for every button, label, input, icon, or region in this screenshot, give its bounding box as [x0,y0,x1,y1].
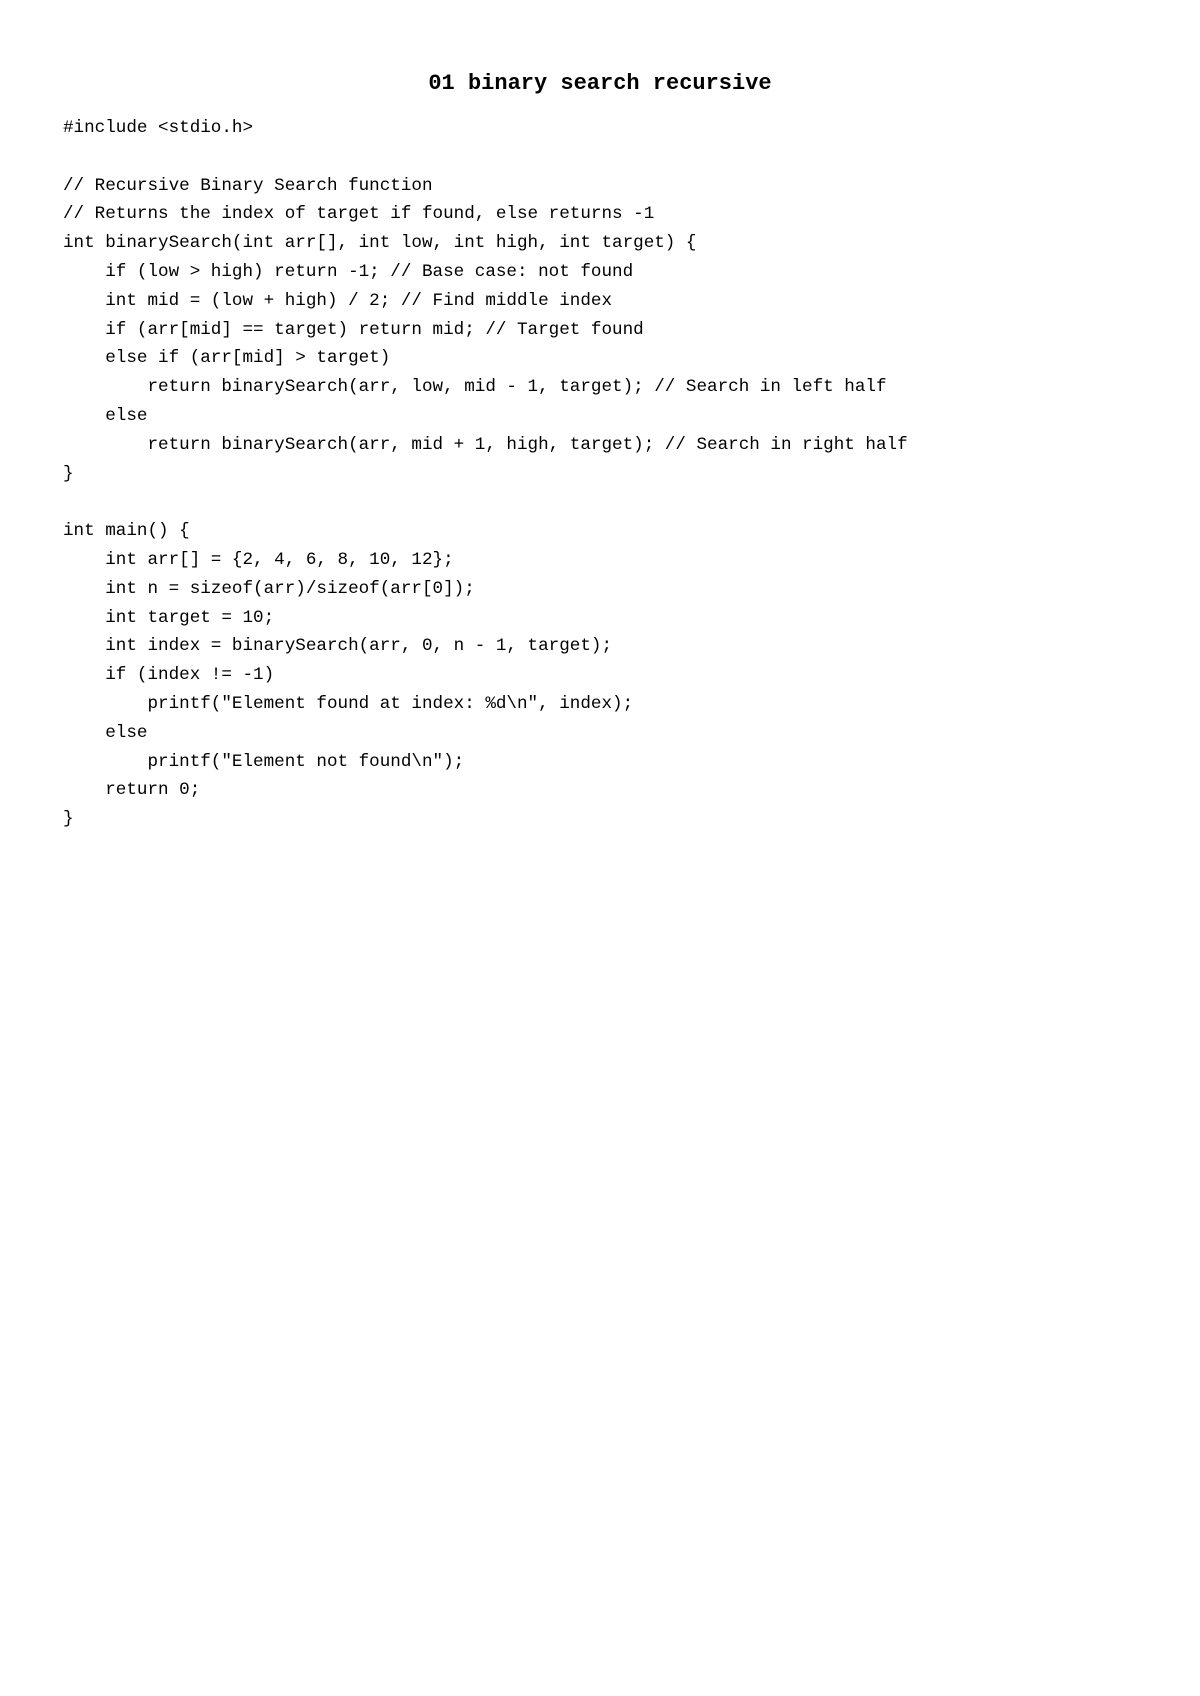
code-line: if (low > high) return -1; // Base case: not found [63,261,634,282]
code-line: int main() { [63,521,190,542]
code-line: int arr[] = {2, 4, 6, 8, 10, 12}; [63,549,454,570]
code-line: printf("Element not found\n"); [63,751,465,772]
code-line: int mid = (low + high) / 2; // Find middle index [63,290,613,311]
code-line: printf("Element found at index: %d\n", index); [63,693,634,714]
code-line [63,143,1163,172]
code-line: #include <stdio.h> [63,118,254,138]
code-line: int index = binarySearch(arr, 0, n - 1, target); [63,636,613,657]
code-line [63,488,1163,517]
code-line: } [63,463,74,484]
code-line: return binarySearch(arr, mid + 1, high, target); // Search in right half [63,434,908,455]
code-line: else [63,722,148,743]
code-block [63,114,1163,834]
code-line: // Returns the index of target if found, else returns -1 [63,204,655,225]
code-line: return binarySearch(arr, low, mid - 1, target); // Search in left half [63,377,887,398]
code-line: // Recursive Binary Search function [63,175,433,196]
code-line: int n = sizeof(arr)/sizeof(arr[0]); [63,578,475,599]
code-line: else if (arr[mid] > target) [63,348,391,369]
code-line: if (arr[mid] == target) return mid; // Target found [63,319,644,340]
code-line: return 0; [63,780,201,801]
page-title: 01 binary search recursive [428,71,772,96]
code-line: int target = 10; [63,607,275,628]
code-line: else [63,405,148,426]
code-line: if (index != -1) [63,665,275,686]
code-line: } [63,809,74,830]
code-line: int binarySearch(int arr[], int low, int high, int target) { [63,233,697,254]
